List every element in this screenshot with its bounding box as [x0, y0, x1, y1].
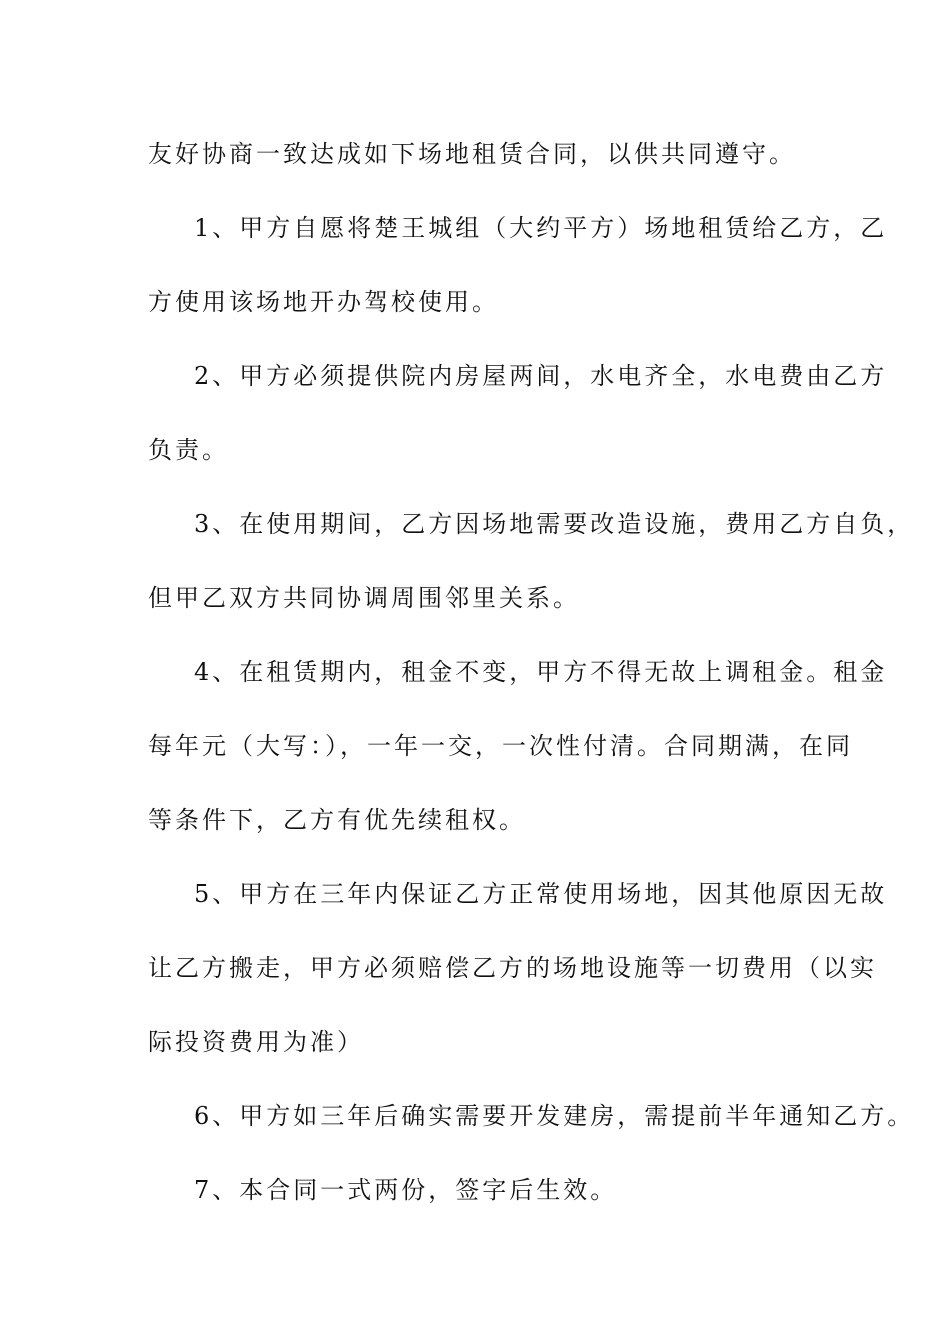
clause-1-line-2: 方使用该场地开办驾校使用。 — [148, 288, 499, 316]
clause-3-line-1: 3、在使用期间，乙方因场地需要改造设施，费用乙方自负， — [194, 510, 915, 538]
clause-5-line-3: 际投资费用为准） — [148, 1028, 364, 1056]
clause-4-line-2: 每年元（大写：），一年一交，一次性付清。合同期满，在同 — [148, 732, 853, 760]
clause-6-line-1: 6、甲方如三年后确实需要开发建房，需提前半年通知乙方。 — [194, 1102, 915, 1130]
clause-4-line-1: 4、在租赁期内，租金不变，甲方不得无故上调租金。租金 — [194, 658, 888, 686]
clause-2-line-1: 2、甲方必须提供院内房屋两间，水电齐全，水电费由乙方 — [194, 362, 888, 390]
clause-5-line-1: 5、甲方在三年内保证乙方正常使用场地，因其他原因无故 — [194, 880, 888, 908]
clause-3-line-2: 但甲乙双方共同协调周围邻里关系。 — [148, 584, 580, 612]
text-line-intro: 友好协商一致达成如下场地租赁合同，以供共同遵守。 — [148, 140, 796, 168]
clause-4-line-3: 等条件下，乙方有优先续租权。 — [148, 806, 526, 834]
clause-7-line-1: 7、本合同一式两份，签字后生效。 — [194, 1176, 618, 1204]
clause-2-line-2: 负责。 — [148, 436, 229, 464]
clause-1-line-1: 1、甲方自愿将楚王城组（大约平方）场地租赁给乙方，乙 — [194, 214, 888, 242]
clause-5-line-2: 让乙方搬走，甲方必须赔偿乙方的场地设施等一切费用（以实 — [148, 954, 877, 982]
